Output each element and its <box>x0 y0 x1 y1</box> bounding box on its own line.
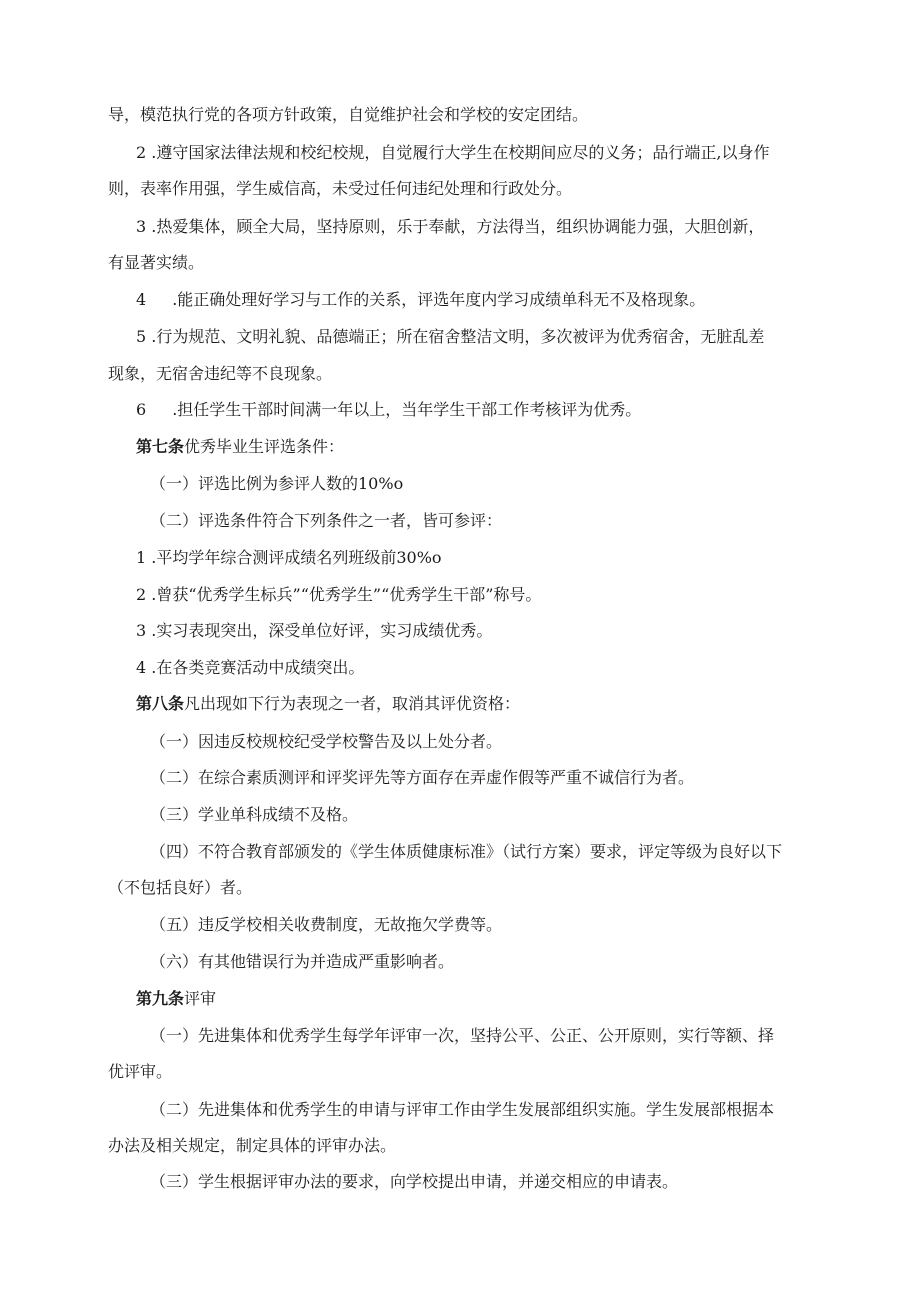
list-text: .担任学生干部时间满一年以上，当年学生干部工作考核评为优秀。 <box>172 400 642 419</box>
article-heading <box>136 436 344 458</box>
text-line: 优评审。 <box>108 1062 173 1081</box>
text-line: （三）学生根据评审办法的要求，向学校提出申请，并递交相应的申请表。 <box>150 1172 679 1191</box>
text-line: （一）先进集体和优秀学生每学年评审一次，坚持公平、公正、公开原则，实行等额、择 <box>150 1026 775 1045</box>
text-line: 则，表率作用强，学生威信高，未受过任何违纪处理和行政处分。 <box>108 179 573 198</box>
text-line: （四）不符合教育部颁发的《学生体质健康标准》（试行方案）要求，评定等级为良好以下 <box>150 842 783 861</box>
text-line <box>136 399 641 421</box>
article-title: 优秀毕业生评选条件： <box>184 437 345 456</box>
text-line: 办法及相关规定，制定具体的评审办法。 <box>108 1136 397 1155</box>
text-line: （一）评选比例为参评人数的10%o <box>150 474 404 493</box>
text-line: （二）在综合素质测评和评奖评先等方面存在弄虚作假等严重不诚信行为者。 <box>150 768 695 787</box>
text-line: 2 .曾获“优秀学生标兵”“优秀学生”“优秀学生干部”称号。 <box>136 585 542 604</box>
text-line: 3 .热爱集体，顾全大局，坚持原则，乐于奉献，方法得当，组织协调能力强，大胆创新， <box>136 217 765 236</box>
text-line: 现象，无宿舍违纪等不良现象。 <box>108 364 333 383</box>
article-number: 第九条 <box>136 989 185 1008</box>
text-line: （一）因违反校规校纪受学校警告及以上处分者。 <box>150 732 503 751</box>
article-title: 凡出现如下行为表现之一者，取消其评优资格： <box>184 694 521 713</box>
article-heading <box>136 693 520 715</box>
text-line: （二）先进集体和优秀学生的申请与评审工作由学生发展部组织实施。学生发展部根据本 <box>150 1100 775 1119</box>
text-line: 1 .平均学年综合测评成绩名列班级前30%o <box>136 548 442 567</box>
article-number: 第七条 <box>136 437 185 456</box>
list-number: 6 <box>136 400 147 419</box>
text-line: 导，模范执行党的各项方针政策，自觉维护社会和学校的安定团结。 <box>108 105 589 124</box>
text-line: 3 .实习表现突出，深受单位好评，实习成绩优秀。 <box>136 621 493 640</box>
text-line: （三）学业单科成绩不及格。 <box>150 805 359 824</box>
text-line <box>136 289 705 311</box>
text-line: 5 .行为规范、文明礼貌、品德端正；所在宿舍整洁文明，多次被评为优秀宿舍，无脏乱差 <box>136 327 765 346</box>
text-line: （六）有其他错误行为并造成严重影响者。 <box>150 952 455 971</box>
list-number: 4 <box>136 290 147 309</box>
text-line: 2 .遵守国家法律法规和校纪校规，自觉履行大学生在校期间应尽的义务；品行端正,以身作 <box>136 143 770 162</box>
text-line: （二）评选条件符合下列条件之一者，皆可参评： <box>150 511 503 530</box>
list-text: .能正确处理好学习与工作的关系，评选年度内学习成绩单科无不及格现象。 <box>172 290 706 309</box>
article-heading <box>136 988 216 1010</box>
article-number: 第八条 <box>136 694 185 713</box>
text-line: （五）违反学校相关收费制度，无故拖欠学费等。 <box>150 915 503 934</box>
text-line: （不包括良好）者。 <box>108 878 253 897</box>
article-title: 评审 <box>184 989 217 1008</box>
text-line: 有显著实绩。 <box>108 253 205 272</box>
text-line: 4 .在各类竞赛活动中成绩突出。 <box>136 658 365 677</box>
